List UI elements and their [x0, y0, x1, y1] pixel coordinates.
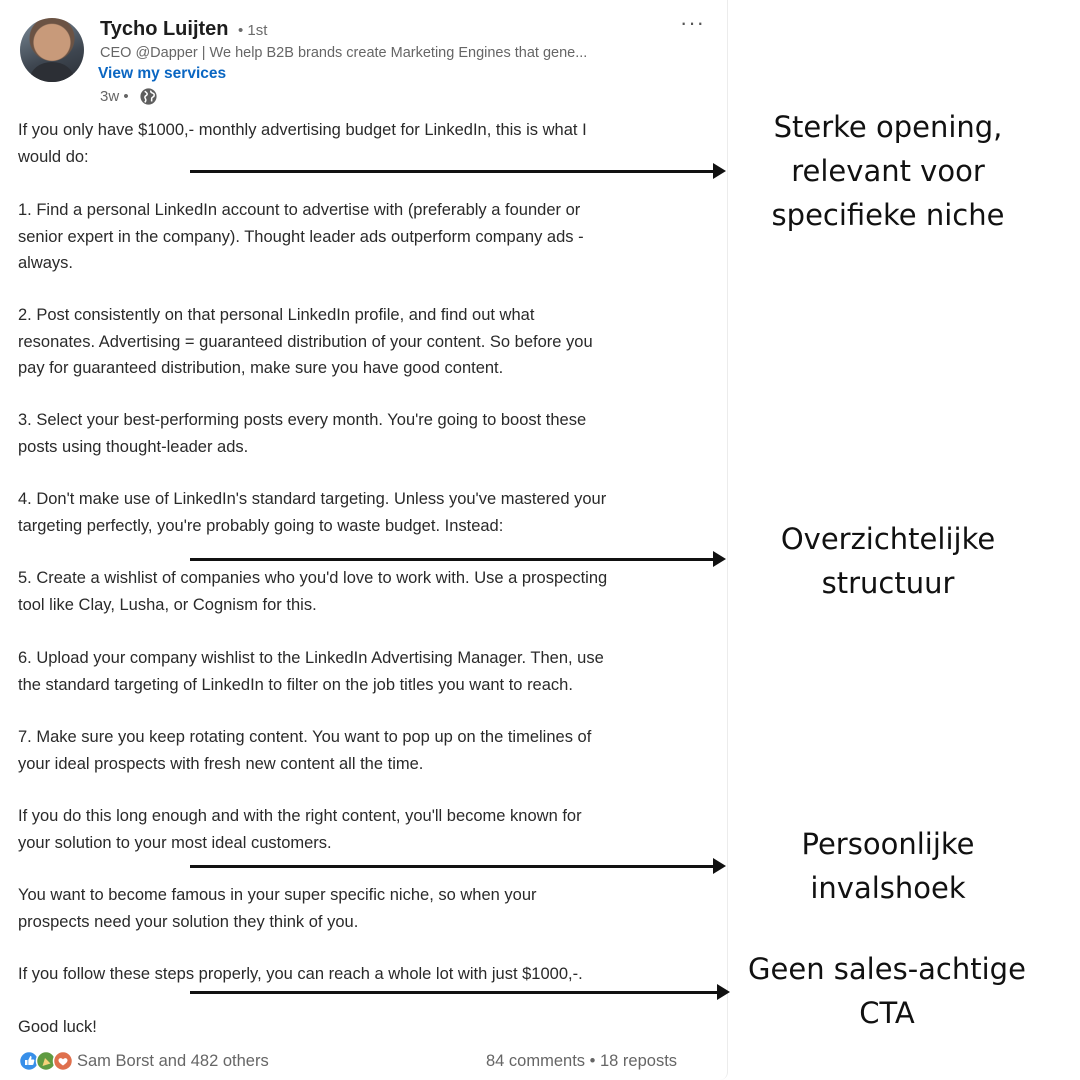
annotation-line: Geen sales-achtige	[748, 952, 1026, 986]
arrow-head	[713, 551, 726, 567]
annotation-line: CTA	[859, 996, 915, 1030]
annotation-line: structuur	[821, 566, 955, 600]
annotation-arrow	[190, 984, 730, 1000]
post-text-line: If you only have $1000,- monthly advertising budget for LinkedIn, this is what I	[18, 121, 587, 139]
arrow-head	[713, 858, 726, 874]
post-text-line: prospects need your solution they think of you.	[18, 912, 359, 931]
post-paragraph	[18, 1014, 718, 1041]
author-avatar[interactable]	[20, 18, 84, 82]
ellipsis-icon[interactable]: ···	[680, 10, 705, 35]
post-text-line: would do:	[18, 147, 89, 166]
post-paragraph	[18, 882, 718, 935]
annotation-strong-opening	[730, 105, 1046, 237]
reaction-icons[interactable]	[18, 1050, 76, 1072]
arrow-head	[713, 163, 726, 179]
post-text-line: 7. Make sure you keep rotating content. You want to pop up on the timelines of	[18, 728, 592, 746]
post-paragraph	[18, 803, 718, 856]
annotation-arrow	[190, 551, 726, 567]
post-text-line: Good luck!	[18, 1018, 97, 1036]
post-text-line: the standard targeting of LinkedIn to filter on the job titles you want to reach.	[18, 675, 573, 694]
post-text-line: 6. Upload your company wishlist to the LinkedIn Advertising Manager. Then, use	[18, 649, 604, 667]
post-text-line: your solution to your most ideal customers.	[18, 833, 332, 852]
annotation-line: Sterke opening,	[773, 110, 1003, 144]
post-text-line: 5. Create a wishlist of companies who you'd love to work with. Use a prospecting	[18, 569, 608, 587]
annotation-line: Persoonlijke	[801, 827, 975, 861]
post-text-line: your ideal prospects with fresh new content all the time.	[18, 754, 424, 773]
connection-degree: • 1st	[238, 22, 268, 39]
annotation-arrow	[190, 163, 726, 179]
post-text-line: senior expert in the company). Thought leader ads outperform company ads -	[18, 227, 584, 246]
annotation-line: Overzichtelijke	[780, 522, 996, 556]
annotation-line: invalshoek	[810, 871, 966, 905]
annotation-line: relevant voor	[791, 154, 985, 188]
post-text-line: 2. Post consistently on that personal LinkedIn profile, and find out what	[18, 306, 535, 324]
author-headline: CEO @Dapper | We help B2B brands create Marketing Engines that gene...	[100, 45, 588, 61]
annotation-line: specifieke niche	[771, 198, 1005, 232]
post-text-line: always.	[18, 254, 74, 272]
post-text-line: resonates. Advertising = guaranteed distribution of your content. So before you	[18, 332, 593, 351]
view-services-link[interactable]: View my services	[98, 65, 227, 82]
post-paragraph	[18, 724, 718, 777]
post-paragraph	[18, 486, 718, 539]
post-text-line: If you do this long enough and with the right content, you'll become known for	[18, 807, 582, 825]
annotation-arrow	[190, 858, 726, 874]
annotation-personal-angle	[730, 822, 1046, 910]
post-text-line: You want to become famous in your super specific niche, so when your	[18, 886, 537, 904]
post-paragraph	[18, 197, 718, 277]
post-text-line: pay for guaranteed distribution, make sure you have good content.	[18, 359, 504, 377]
post-text-line: 1. Find a personal LinkedIn account to advertise with (preferably a founder or	[18, 201, 581, 219]
comments-reposts-count[interactable]: 84 comments • 18 reposts	[486, 1052, 678, 1070]
post-text-line: 4. Don't make use of LinkedIn's standard targeting. Unless you've mastered your	[18, 490, 607, 508]
arrow-shaft	[190, 991, 720, 994]
post-text-line: posts using thought-leader ads.	[18, 437, 249, 456]
reaction-names[interactable]: Sam Borst and 482 others	[77, 1052, 269, 1070]
annotation-no-sales-cta	[722, 947, 1052, 1035]
post-text-line: targeting perfectly, you're probably going to waste budget. Instead:	[18, 516, 504, 535]
arrow-shaft	[190, 558, 716, 561]
globe-icon	[139, 87, 158, 106]
post-text-line: tool like Clay, Lusha, or Cognism for this.	[18, 595, 317, 614]
post-paragraph	[18, 407, 718, 460]
post-paragraph	[18, 565, 718, 618]
arrow-shaft	[190, 170, 716, 173]
annotation-clear-structure	[730, 517, 1046, 605]
arrow-shaft	[190, 865, 716, 868]
post-timestamp: 3w •	[100, 88, 129, 105]
post-text-line: 3. Select your best-performing posts every month. You're going to boost these	[18, 411, 587, 429]
post-text-line: If you follow these steps properly, you can reach a whole lot with just $1000,-.	[18, 965, 583, 983]
author-name[interactable]: Tycho Luijten	[100, 18, 229, 40]
post-paragraph	[18, 302, 718, 382]
post-paragraph	[18, 645, 718, 698]
